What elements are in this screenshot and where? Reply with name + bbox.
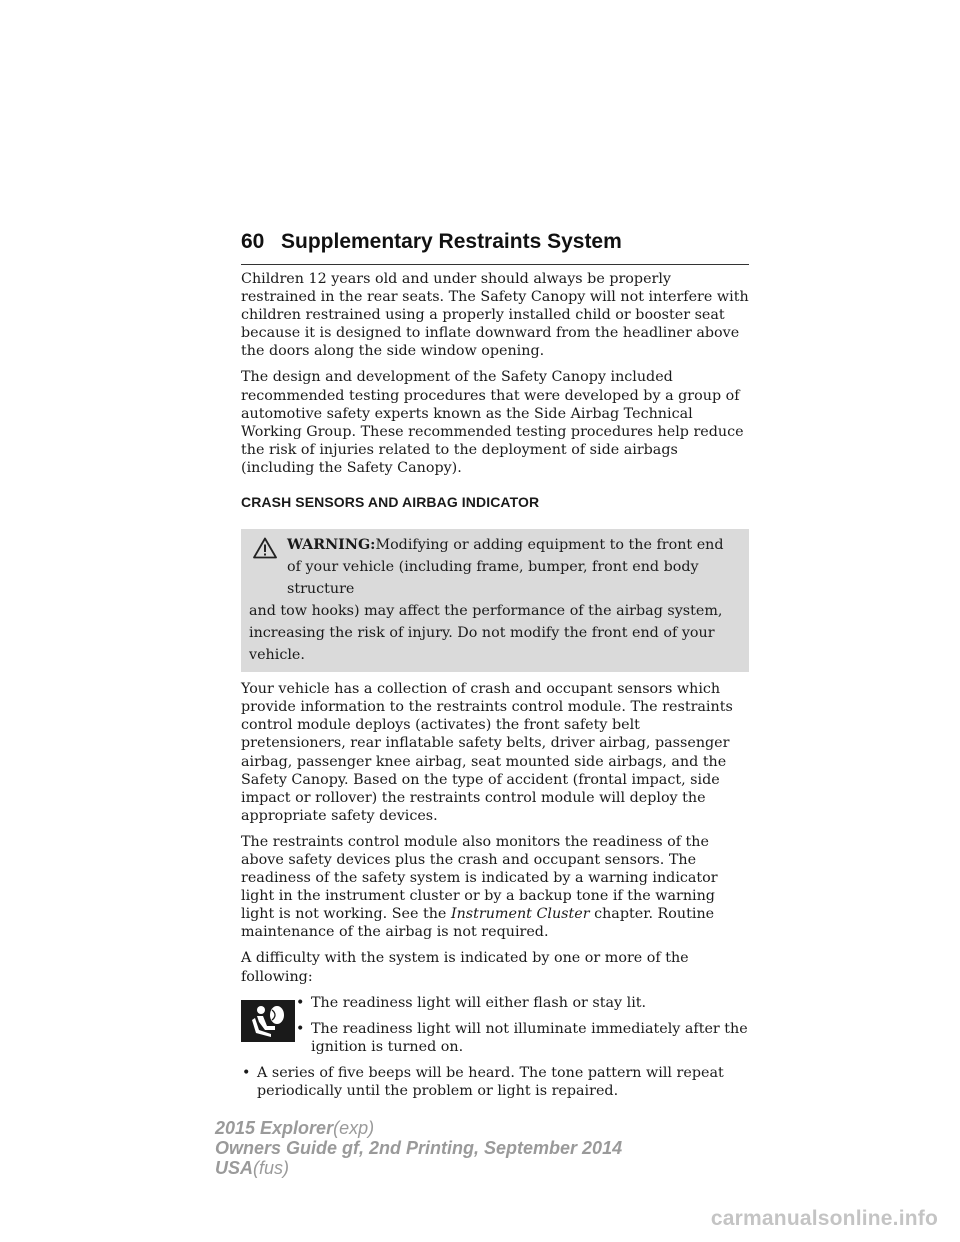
- indicator-bullet-list: [295, 994, 749, 1056]
- warning-triangle-icon: [253, 537, 277, 559]
- warning-first-lines: [249, 534, 741, 600]
- list-item: • A series of five beeps will be heard. The tone pattern will repeat periodically until the problem or light is repaired.: [241, 1064, 749, 1100]
- document-footer: [215, 1118, 622, 1178]
- page-header: [241, 228, 749, 265]
- instrument-cluster-reference: Instrument Cluster: [450, 906, 590, 923]
- chapter-title: Supplementary Restraints System: [281, 230, 622, 253]
- paragraph-difficulty: A difficulty with the system is indicated by one or more of the following:: [241, 950, 689, 985]
- footer-line-model: 2015 Explorer(exp): [215, 1118, 375, 1138]
- paragraph-crash-sensors: Your vehicle has a collection of crash and occupant sensors which provide information to the restraints control module. The restraints control module deploys (activates) the front safety belt pretensioners, rear inflatable safety belts, driver airbag, passenger airbag, passenger knee airbag, seat mounted side airbags, and the Safety Canopy. Based on the type of accident (frontal impact, side impact or rollover) the restraints control module will deploy the appropriate safety devices.: [241, 681, 733, 824]
- list-item: • The readiness light will not illuminate immediately after the ignition is turned on.: [295, 1020, 749, 1056]
- section-heading: CRASH SENSORS AND AIRBAG INDICATOR: [241, 494, 540, 511]
- page-content: [241, 270, 749, 1108]
- footer-line-printing: Owners Guide gf, 2nd Printing, September 2014: [215, 1138, 623, 1158]
- airbag-warning-icon: [241, 1000, 295, 1042]
- footer-line-region: USA(fus): [215, 1158, 290, 1178]
- paragraph-readiness: The restraints control module also monitors the readiness of the above safety devices plus the crash and occupant sensors. The readiness of the safety system is indicated by a warning indicator light in the instrument cluster or by a backup tone if the warning light is not working. See the Instrument Cluster chapter. Routine maintenance of the airbag is not required.: [241, 833, 718, 941]
- page-number: 60: [241, 230, 265, 253]
- indicator-block: [241, 994, 749, 1056]
- watermark: carmanualsonline.info: [710, 1207, 938, 1230]
- warning-text-rest: and tow hooks) may affect the performance of the airbag system, increasing the risk of injury. Do not modify the front end of your vehicle.: [249, 603, 723, 664]
- list-item: • The readiness light will either flash or stay lit.: [295, 994, 749, 1012]
- paragraph-safety-canopy-testing: The design and development of the Safety Canopy included recommended testing procedures that were developed by a group of automotive safety experts known as the Side Airbag Technical Working Group. These recommended testing procedures help reduce the risk of injuries related to the deployment of side airbags (including the Safety Canopy).: [241, 369, 744, 476]
- warning-text-start: Modifying or adding equipment to the front end of your vehicle (including frame, bumper, front end body structure: [287, 537, 724, 598]
- warning-label: WARNING:: [287, 537, 376, 554]
- bullet-list: [241, 1064, 749, 1100]
- paragraph-children-restraint: Children 12 years old and under should always be properly restrained in the rear seats. The Safety Canopy will not interfere with children restrained using a properly installed child or booster seat because it is designed to inflate downward from the headliner above the doors along the side window opening.: [241, 271, 749, 360]
- warning-box: [241, 529, 749, 672]
